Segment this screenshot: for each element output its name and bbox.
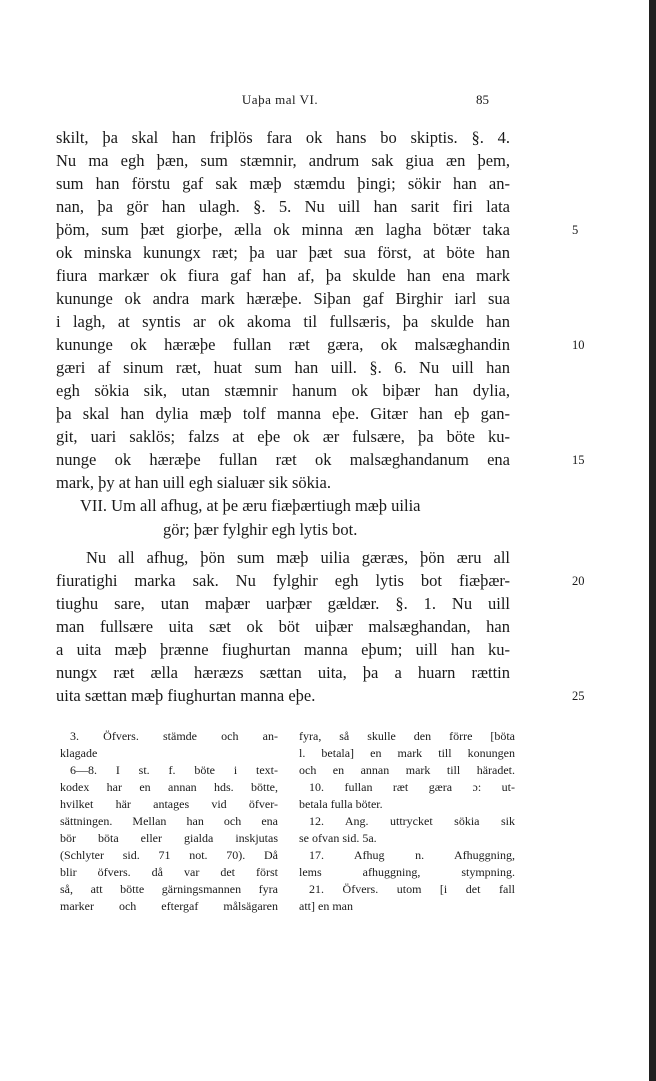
note-line: och en annan mark till häradet. bbox=[299, 763, 515, 777]
line-number: 10 bbox=[572, 338, 585, 352]
text-line: uita sættan mæþ fiughurtan manna eþe. bbox=[56, 686, 316, 705]
text-line: sum han förstu gaf sak mæþ stæmdu þingi; sökir han an- bbox=[56, 174, 510, 193]
text-line: egh sökia sik, utan stæmnir hanum ok biþær han dylia, bbox=[56, 381, 510, 400]
line-number: 5 bbox=[572, 223, 579, 237]
running-title: Uaþa mal VI. bbox=[241, 92, 319, 107]
text-line: a uita mæþ þrænne fiughurtan manna eþum; uill han ku- bbox=[56, 640, 510, 659]
text-line: skilt, þa skal han friþlös fara ok hans bo skiptis. §. 4. bbox=[56, 128, 510, 147]
note-line: kodex har en annan hds. bötte, bbox=[60, 780, 278, 794]
text-line: nunge ok hæræþe fullan ræt ok malsæghandanum ena bbox=[56, 450, 510, 469]
note-line: marker och eftergaf målsägaren bbox=[60, 899, 278, 913]
note-line: så, att bötte gärningsmannen fyra bbox=[60, 882, 278, 896]
text-line: kunungе ok hæræþe fullan ræt gæra, ok malsæghandin bbox=[56, 335, 510, 354]
text-line: nan, þa gör han ulagh. §. 5. Nu uill han sarit firi lata bbox=[56, 197, 510, 216]
text-line: fiura markær ok fiura gaf han af, þa skulde han ena mark bbox=[56, 266, 510, 285]
note-line: 21. Öfvers. utom [i det fall bbox=[309, 882, 515, 896]
note-line: blir öfvers. då var det först bbox=[60, 865, 278, 879]
note-line: hvilket här antages vid öfver- bbox=[60, 797, 278, 811]
note-line: (Schlyter sid. 71 not. 70). Då bbox=[60, 848, 278, 862]
note-line: l. betala] en mark till konungen bbox=[299, 746, 515, 760]
note-line: lems afhuggning, stympning. bbox=[299, 865, 515, 879]
note-line: 17. Afhug n. Afhuggning, bbox=[309, 848, 515, 862]
text-line: þa skal han dylia mæþ tolf manna eþe. Gitær han eþ gan- bbox=[56, 404, 510, 423]
section-vii-heading-cont: gör; þær fylghir egh lytis bot. bbox=[163, 520, 358, 539]
text-line: mark, þy at han uill egh sialuær sik sökia. bbox=[56, 473, 331, 492]
note-line: sättningen. Mellan han och ena bbox=[60, 814, 278, 828]
text-line: kunungе ok andra mark hæræþe. Siþan gaf Birghir iarl sua bbox=[56, 289, 510, 308]
line-number: 25 bbox=[572, 689, 585, 703]
note-line: se ofvan sid. 5a. bbox=[299, 831, 377, 845]
scan-edge bbox=[649, 0, 656, 1081]
line-number: 20 bbox=[572, 574, 585, 588]
note-line: 10. fullan ræt gæra ɔ: ut- bbox=[309, 780, 515, 794]
text-line: fiuratighi marka sak. Nu fylghir egh lytis bot fiæþær- bbox=[56, 571, 510, 590]
text-line: Nu ma egh þæn, sum stæmnir, andrum sak giua æn þem, bbox=[56, 151, 510, 170]
section-vii-heading: VII. Um all afhug, at þe æru fiæþærtiugh mæþ uilia bbox=[80, 496, 421, 515]
text-line: nungx ræt ælla hæræzs sættan uita, þa a huarn rættin bbox=[56, 663, 510, 682]
note-line: fyra, så skulle den förre [böta bbox=[299, 729, 515, 743]
text-line: man fullsære uita sæt ok böt uiþær malsæghandan, han bbox=[56, 617, 510, 636]
text-line: tiughu sare, utan maþær uarþær gældær. §. 1. Nu uill bbox=[56, 594, 510, 613]
running-header bbox=[0, 92, 620, 114]
text-line: i lagh, at syntis ar ok akoma til fullsæris, þa skulde han bbox=[56, 312, 510, 331]
text-line: þöm, sum þæt giorþe, ælla ok minna æn lagha bötær taka bbox=[56, 220, 510, 239]
note-line: bör böta eller gialda inskjutas bbox=[60, 831, 278, 845]
page-number: 85 bbox=[476, 92, 489, 107]
text-line: ok minska kunungx ræt; þa uar þæt sua först, at böte han bbox=[56, 243, 510, 262]
note-line: betala fulla böter. bbox=[299, 797, 383, 811]
line-number: 15 bbox=[572, 453, 585, 467]
note-line: 12. Ang. uttrycket sökia sik bbox=[309, 814, 515, 828]
text-line: git, uari saklös; falzs at eþe ok ær fulsære, þa böte ku- bbox=[56, 427, 510, 446]
note-line: 6—8. I st. f. böte i text- bbox=[70, 763, 278, 777]
note-line: klagade bbox=[60, 746, 98, 760]
note-line: 3. Öfvers. stämde och an- bbox=[70, 729, 278, 743]
text-line: gæri af sinum ræt, huat sum han uill. §. 6. Nu uill han bbox=[56, 358, 510, 377]
note-line: att] en man bbox=[299, 899, 353, 913]
text-line: Nu all afhug, þön sum mæþ uilia gæræs, þön æru all bbox=[86, 548, 510, 567]
